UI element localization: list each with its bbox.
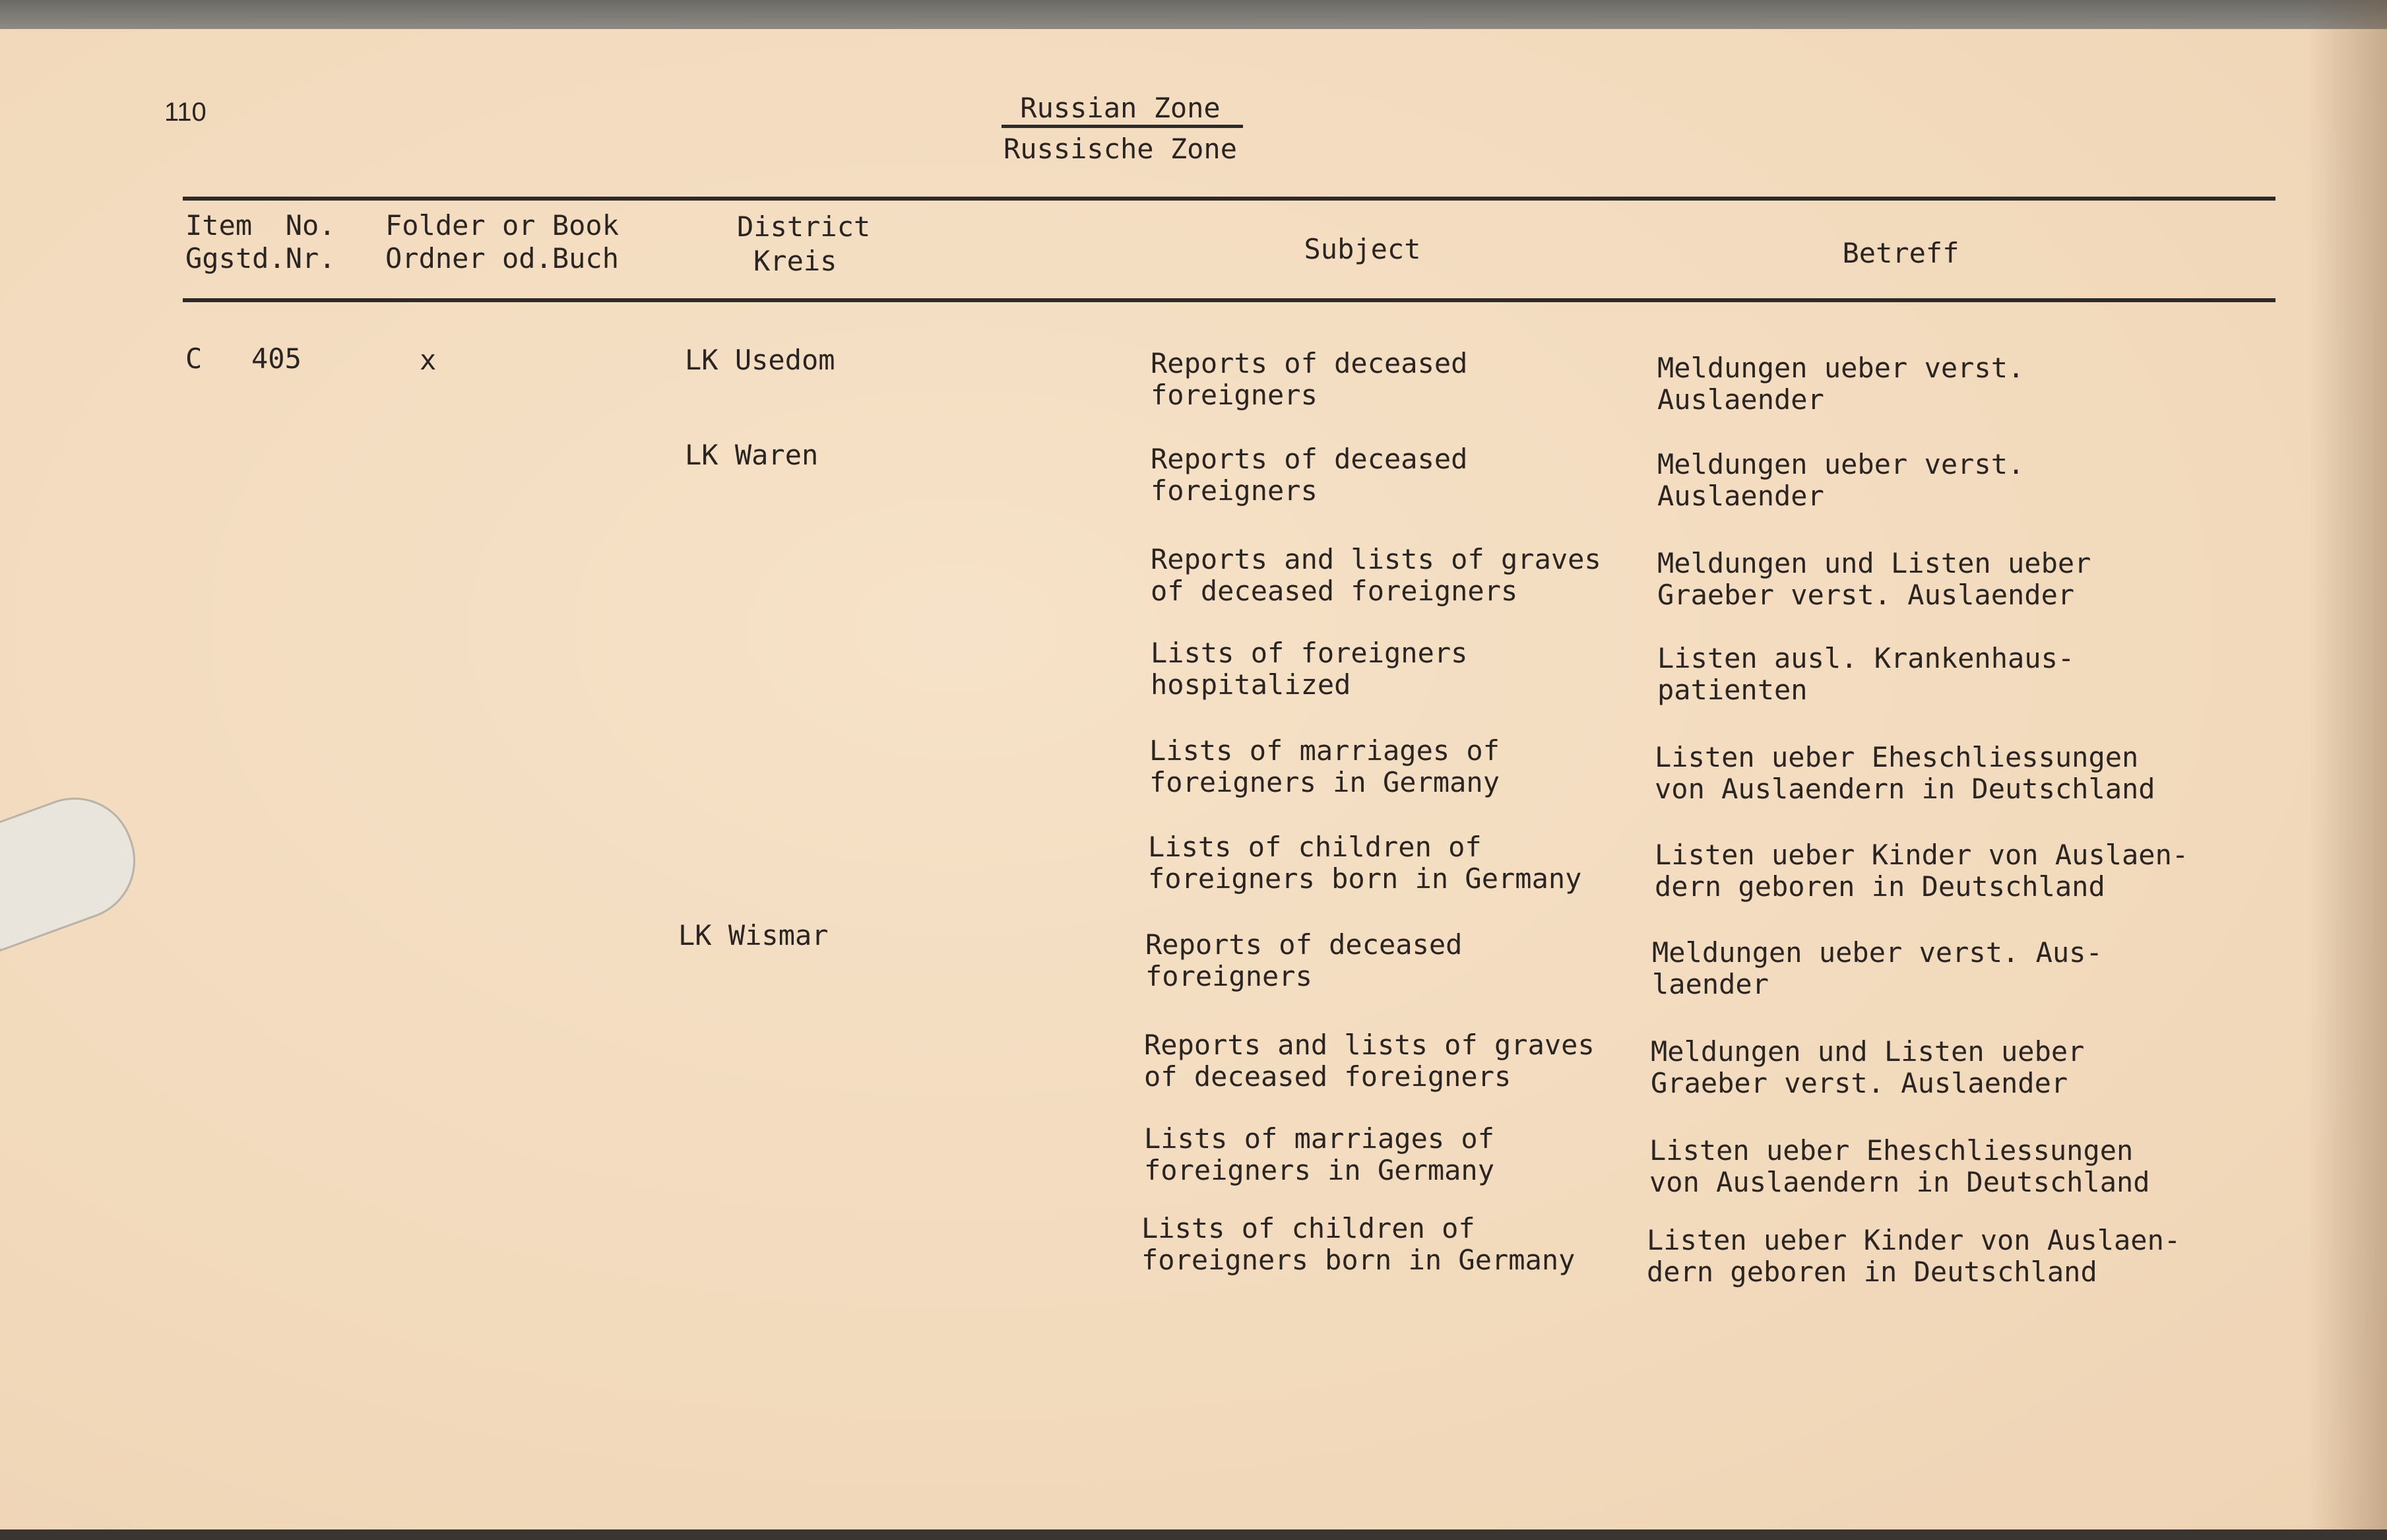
subject-cell: Lists of children of foreigners born in Germany [1141,1212,1575,1276]
betreff-cell: Meldungen ueber verst. Auslaender [1657,448,2025,512]
subject-cell: Reports and lists of graves of deceased foreigners [1151,543,1601,607]
header-top-rule [183,197,2276,201]
scan-top-edge [0,0,2387,29]
betreff-cell: Meldungen ueber verst. Aus- laender [1652,936,2103,1000]
betreff-cell: Meldungen und Listen ueber Graeber verst. Auslaender [1651,1035,2085,1099]
subject-cell: Lists of children of foreigners born in Germany [1148,831,1582,895]
title-underline [1002,125,1243,128]
subject-cell: Reports of deceased foreigners [1151,443,1468,507]
item-number: 405 [251,342,302,375]
header-district-en: District [737,210,871,243]
header-folder-de: Ordner od.Buch [385,242,620,274]
header-item-en: Item No. [185,209,336,241]
betreff-cell: Listen ueber Kinder von Auslaen- dern geboren in Deutschland [1655,839,2189,903]
subject-cell: Reports of deceased foreigners [1151,347,1468,411]
item-letter: C [185,342,203,375]
page-subtitle: Russische Zone [1003,133,1238,165]
page-title: Russian Zone [1020,92,1221,124]
header-betreff: Betreff [1842,237,1959,269]
district-cell: LK Waren [685,439,819,471]
page-right-edge [2308,0,2387,1540]
subject-cell: Reports of deceased foreigners [1145,928,1463,992]
betreff-cell: Meldungen ueber verst. Auslaender [1657,352,2025,416]
betreff-cell: Listen ueber Kinder von Auslaen- dern geboren in Deutschland [1647,1224,2181,1288]
header-item-de: Ggstd.Nr. [185,242,336,274]
district-cell: LK Usedom [685,344,835,376]
folder-mark: x [420,344,437,376]
betreff-cell: Listen ueber Eheschliessungen von Auslaendern in Deutschland [1649,1134,2150,1198]
betreff-cell: Meldungen und Listen ueber Graeber verst. Auslaender [1657,547,2091,611]
page-number: 110 [164,98,207,127]
betreff-cell: Listen ueber Eheschliessungen von Auslaendern in Deutschland [1655,741,2155,805]
subject-cell: Lists of marriages of foreigners in Germany [1144,1122,1495,1186]
header-subject: Subject [1304,233,1421,265]
betreff-cell: Listen ausl. Krankenhaus- patienten [1657,642,2075,706]
subject-cell: Reports and lists of graves of deceased foreigners [1144,1029,1595,1093]
header-bottom-rule [183,298,2276,302]
header-folder-en: Folder or Book [385,209,620,241]
subject-cell: Lists of foreigners hospitalized [1151,637,1468,701]
district-cell: LK Wismar [678,919,829,951]
subject-cell: Lists of marriages of foreigners in Germany [1149,734,1500,798]
header-district-de: Kreis [753,245,837,277]
scan-bottom-edge [0,1529,2387,1540]
